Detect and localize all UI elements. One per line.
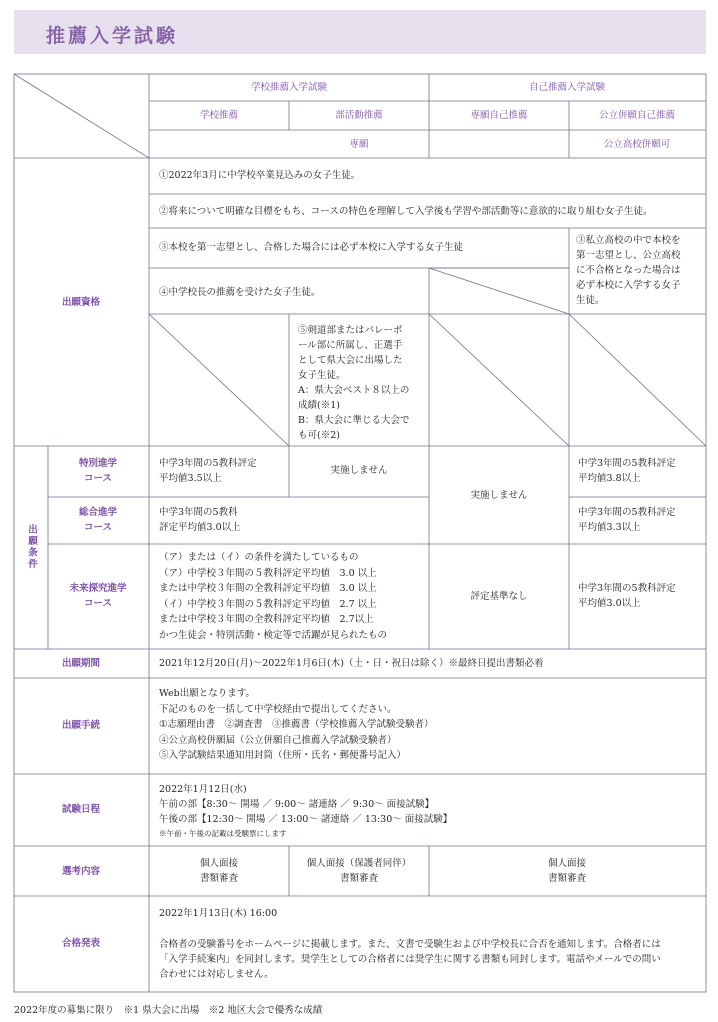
label-period: 出願期間 xyxy=(61,658,101,669)
announcement-text: 合格者の受験番号をホームページに掲載します。また、文書で受験生および中学校長に合否を通知します。合格者には 「入学手続案内」を同封します。奨学生としての合格者には奨学生に関する書類も同封します。電話やメールでの問い 合わせには対応しません。 xyxy=(159,939,661,980)
special-club-criteria: 実施しません xyxy=(330,465,388,476)
future-dedicated-criteria: 評定基準なし xyxy=(470,591,528,602)
qualification-5: ⑤剣道部またはバレーボ ール部に所属し、正選手 として県大会に出場した 女子生徒。 A：県大会ベスト８以上の 成績(※1) B：県大会に準じる大会で も可(※2) xyxy=(298,325,410,441)
selection-self: 個人面接 書類審査 xyxy=(547,858,587,884)
page-title: 推薦入学試験 xyxy=(46,25,179,47)
schedule-date: 2022年1月12日(水) xyxy=(159,784,247,795)
header-dedicated: 専願 xyxy=(349,139,369,150)
label-announcement: 合格発表 xyxy=(61,938,101,949)
qualification-3-alt: ③私立高校の中で本校を 第一志望とし、公立高校 に不合格となった場合は 必ず本校に入学する女子 生徒。 xyxy=(576,235,681,306)
selection-school: 個人面接 書類審査 xyxy=(199,858,239,884)
future-school-criteria: （ア）または（イ）の条件を満たしているもの （ア）中学校３年間の５教科評定平均値 3.0 以上 または中学校３年間の全教科評定平均値 3.0 以上 （イ）中学校３年間の５教科評定平均値 2.7 以上 または中学校３年間の全教科評定平均値 2.7以上 かつ生徒会・特別活動・検定等で活躍が見られたもの xyxy=(159,552,388,641)
label-qualification: 出願資格 xyxy=(61,297,101,308)
label-procedure: 出願手続 xyxy=(61,720,101,731)
qualification-3: ③本校を第一志望とし、合格した場合には必ず本校に入学する女子生徒 xyxy=(159,242,464,253)
special-school-criteria: 中学3年間の5教科評定 平均値3.5以上 xyxy=(159,458,257,484)
general-school-criteria: 中学3年間の5教科 評定平均値3.0以上 xyxy=(159,507,241,533)
application-procedure: Web出願となります。 下記のものを一括して中学校経由で提出してください。 ①志願理由書 ②調査書 ③推薦書（学校推薦入学試験受験者） ④公立高校併願届（公立併願自己推薦入学試験受験者） ⑤入学試験結果通知用封筒（住所・氏名・郵便番号記入） xyxy=(159,688,434,761)
schedule-note: ※午前・午後の記載は受験票にします xyxy=(159,829,287,838)
label-special-course: 特別進学 コース xyxy=(78,458,118,484)
qualification-1: ①2022年3月に中学校卒業見込みの女子生徒。 xyxy=(159,170,361,181)
selection-club: 個人面接（保護者同伴） 書類審査 xyxy=(306,858,412,884)
footnote: 2022年度の募集に限り ※1 県大会に出場 ※2 地区大会で優秀な成績 xyxy=(14,1005,323,1016)
qualification-2: ②将来について明確な目標をもち、コースの特色を理解して入学後も学習や部活動等に意欲的に取り組む女子生徒。 xyxy=(159,206,653,217)
application-period: 2021年12月20日(月)～2022年1月6日(木)（土・日・祝日は除く）※最終日提出書類必着 xyxy=(159,658,544,669)
header-school-rec: 学校推薦 xyxy=(199,110,239,121)
label-selection: 選考内容 xyxy=(61,866,101,877)
header-dedicated-self: 専願自己推薦 xyxy=(470,110,528,121)
general-public-criteria: 中学3年間の5教科評定 平均値3.3以上 xyxy=(578,507,676,533)
label-schedule: 試験日程 xyxy=(61,804,101,815)
label-future-course: 未来探究進学 コース xyxy=(69,583,127,609)
label-conditions: 出願条件 xyxy=(26,524,37,570)
label-general-course: 総合進学 コース xyxy=(78,507,118,533)
qualification-4: ④中学校長の推薦を受けた女子生徒。 xyxy=(159,287,321,298)
special-public-criteria: 中学3年間の5教科評定 平均値3.8以上 xyxy=(578,458,676,484)
schedule-am: 午前の部【8:30～ 開場 ／ 9:00～ 諸連絡 ／ 9:30～ 面接試験】 xyxy=(159,799,435,810)
header-public-allowed: 公立高校併願可 xyxy=(603,139,671,150)
schedule-pm: 午後の部【12:30～ 開場 ／ 13:00～ 諸連絡 ／ 13:30～ 面接試験】 xyxy=(159,814,453,825)
header-school-exam: 学校推薦入学試験 xyxy=(250,82,328,93)
header-self-exam: 自己推薦入学試験 xyxy=(528,82,606,93)
title-bar xyxy=(14,10,706,54)
self-dedicated-criteria: 実施しません xyxy=(470,490,528,501)
header-public-combined-self: 公立併願自己推薦 xyxy=(598,110,676,121)
future-public-criteria: 中学3年間の5教科評定 平均値3.0以上 xyxy=(578,583,676,609)
announcement-date: 2022年1月13日(木) 16:00 xyxy=(159,908,278,919)
header-club-rec: 部活動推薦 xyxy=(335,110,383,121)
